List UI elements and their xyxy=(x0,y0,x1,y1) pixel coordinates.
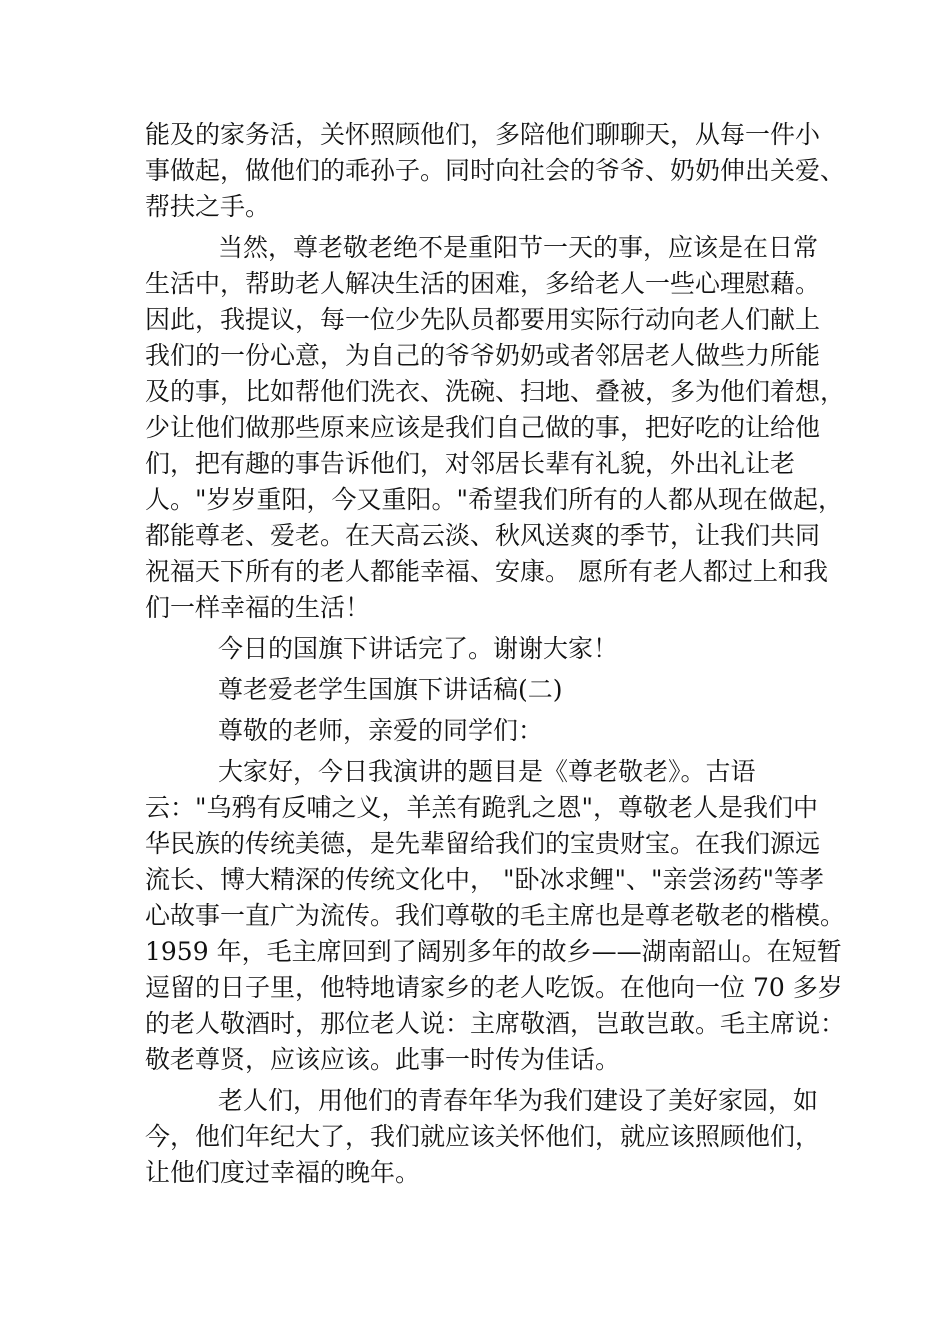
text-line: 们，把有趣的事告诉他们，对邻居长辈有礼貌，外出礼让老 xyxy=(145,449,796,478)
text-line: 流长、博大精深的传统文化中， "卧冰求鲤"、"亲尝汤药"等孝 xyxy=(145,865,824,894)
text-line: 能及的家务活，关怀照顾他们，多陪他们聊聊天，从每一件小 xyxy=(145,120,821,149)
text-line: 少让他们做那些原来应该是我们自己做的事，把好吃的让给他 xyxy=(145,413,821,442)
text-line: 及的事，比如帮他们洗衣、洗碗、扫地、叠被，多为他们着想， xyxy=(145,377,846,406)
text-line: 生活中，帮助老人解决生活的困难，多给老人一些心理慰藉。 xyxy=(145,269,821,298)
text-line: 祝福天下所有的老人都能幸福、安康。 愿所有老人都过上和我 xyxy=(145,557,828,586)
text-line: 帮扶之手。 xyxy=(145,192,271,221)
paragraph-first-line: 当然，尊老敬老绝不是重阳节一天的事，应该是在日常 xyxy=(218,233,819,262)
text-line: 让他们度过幸福的晚年。 xyxy=(145,1158,421,1187)
text-line: 因此，我提议，每一位少先队员都要用实际行动向老人们献上 xyxy=(145,305,821,334)
text-line: 们一样幸福的生活！ xyxy=(145,593,371,622)
text-line: 心故事一直广为流传。我们尊敬的毛主席也是尊老敬老的楷模。 xyxy=(145,901,846,930)
section-title: 尊老爱老学生国旗下讲话稿(二) xyxy=(218,675,563,704)
closing-line: 今日的国旗下讲话完了。谢谢大家！ xyxy=(218,634,619,663)
text-line: 云："乌鸦有反哺之义，羊羔有跪乳之恩"，尊敬老人是我们中 xyxy=(145,793,819,822)
text-line: 事做起，做他们的乖孙子。同时向社会的爷爷、奶奶伸出关爱、 xyxy=(145,156,846,185)
text-line: 的老人敬酒时，那位老人说：主席敬酒，岂敢岂敢。毛主席说： xyxy=(145,1009,846,1038)
text-line: 敬老尊贤，应该应该。此事一时传为佳话。 xyxy=(145,1045,621,1074)
paragraph-first-line: 老人们，用他们的青春年华为我们建设了美好家园，如 xyxy=(218,1086,819,1115)
paragraph-first-line: 大家好，今日我演讲的题目是《尊老敬老》。古语 xyxy=(218,757,756,786)
text-line: 华民族的传统美德，是先辈留给我们的宝贵财宝。在我们源远 xyxy=(145,829,821,858)
text-line: 人。"岁岁重阳，今又重阳。"希望我们所有的人都从现在做起， xyxy=(145,485,844,514)
text-line: 1959 年，毛主席回到了阔别多年的故乡——湖南韶山。在短暂 xyxy=(145,937,842,966)
text-line: 逗留的日子里，他特地请家乡的老人吃饭。在他向一位 70 多岁 xyxy=(145,973,843,1002)
salutation: 尊敬的老师，亲爱的同学们： xyxy=(218,716,544,745)
text-line: 我们的一份心意，为自己的爷爷奶奶或者邻居老人做些力所能 xyxy=(145,341,821,370)
text-line: 今，他们年纪大了，我们就应该关怀他们，就应该照顾他们， xyxy=(145,1122,821,1151)
text-line: 都能尊老、爱老。在天高云淡、秋风送爽的季节，让我们共同 xyxy=(145,521,821,550)
